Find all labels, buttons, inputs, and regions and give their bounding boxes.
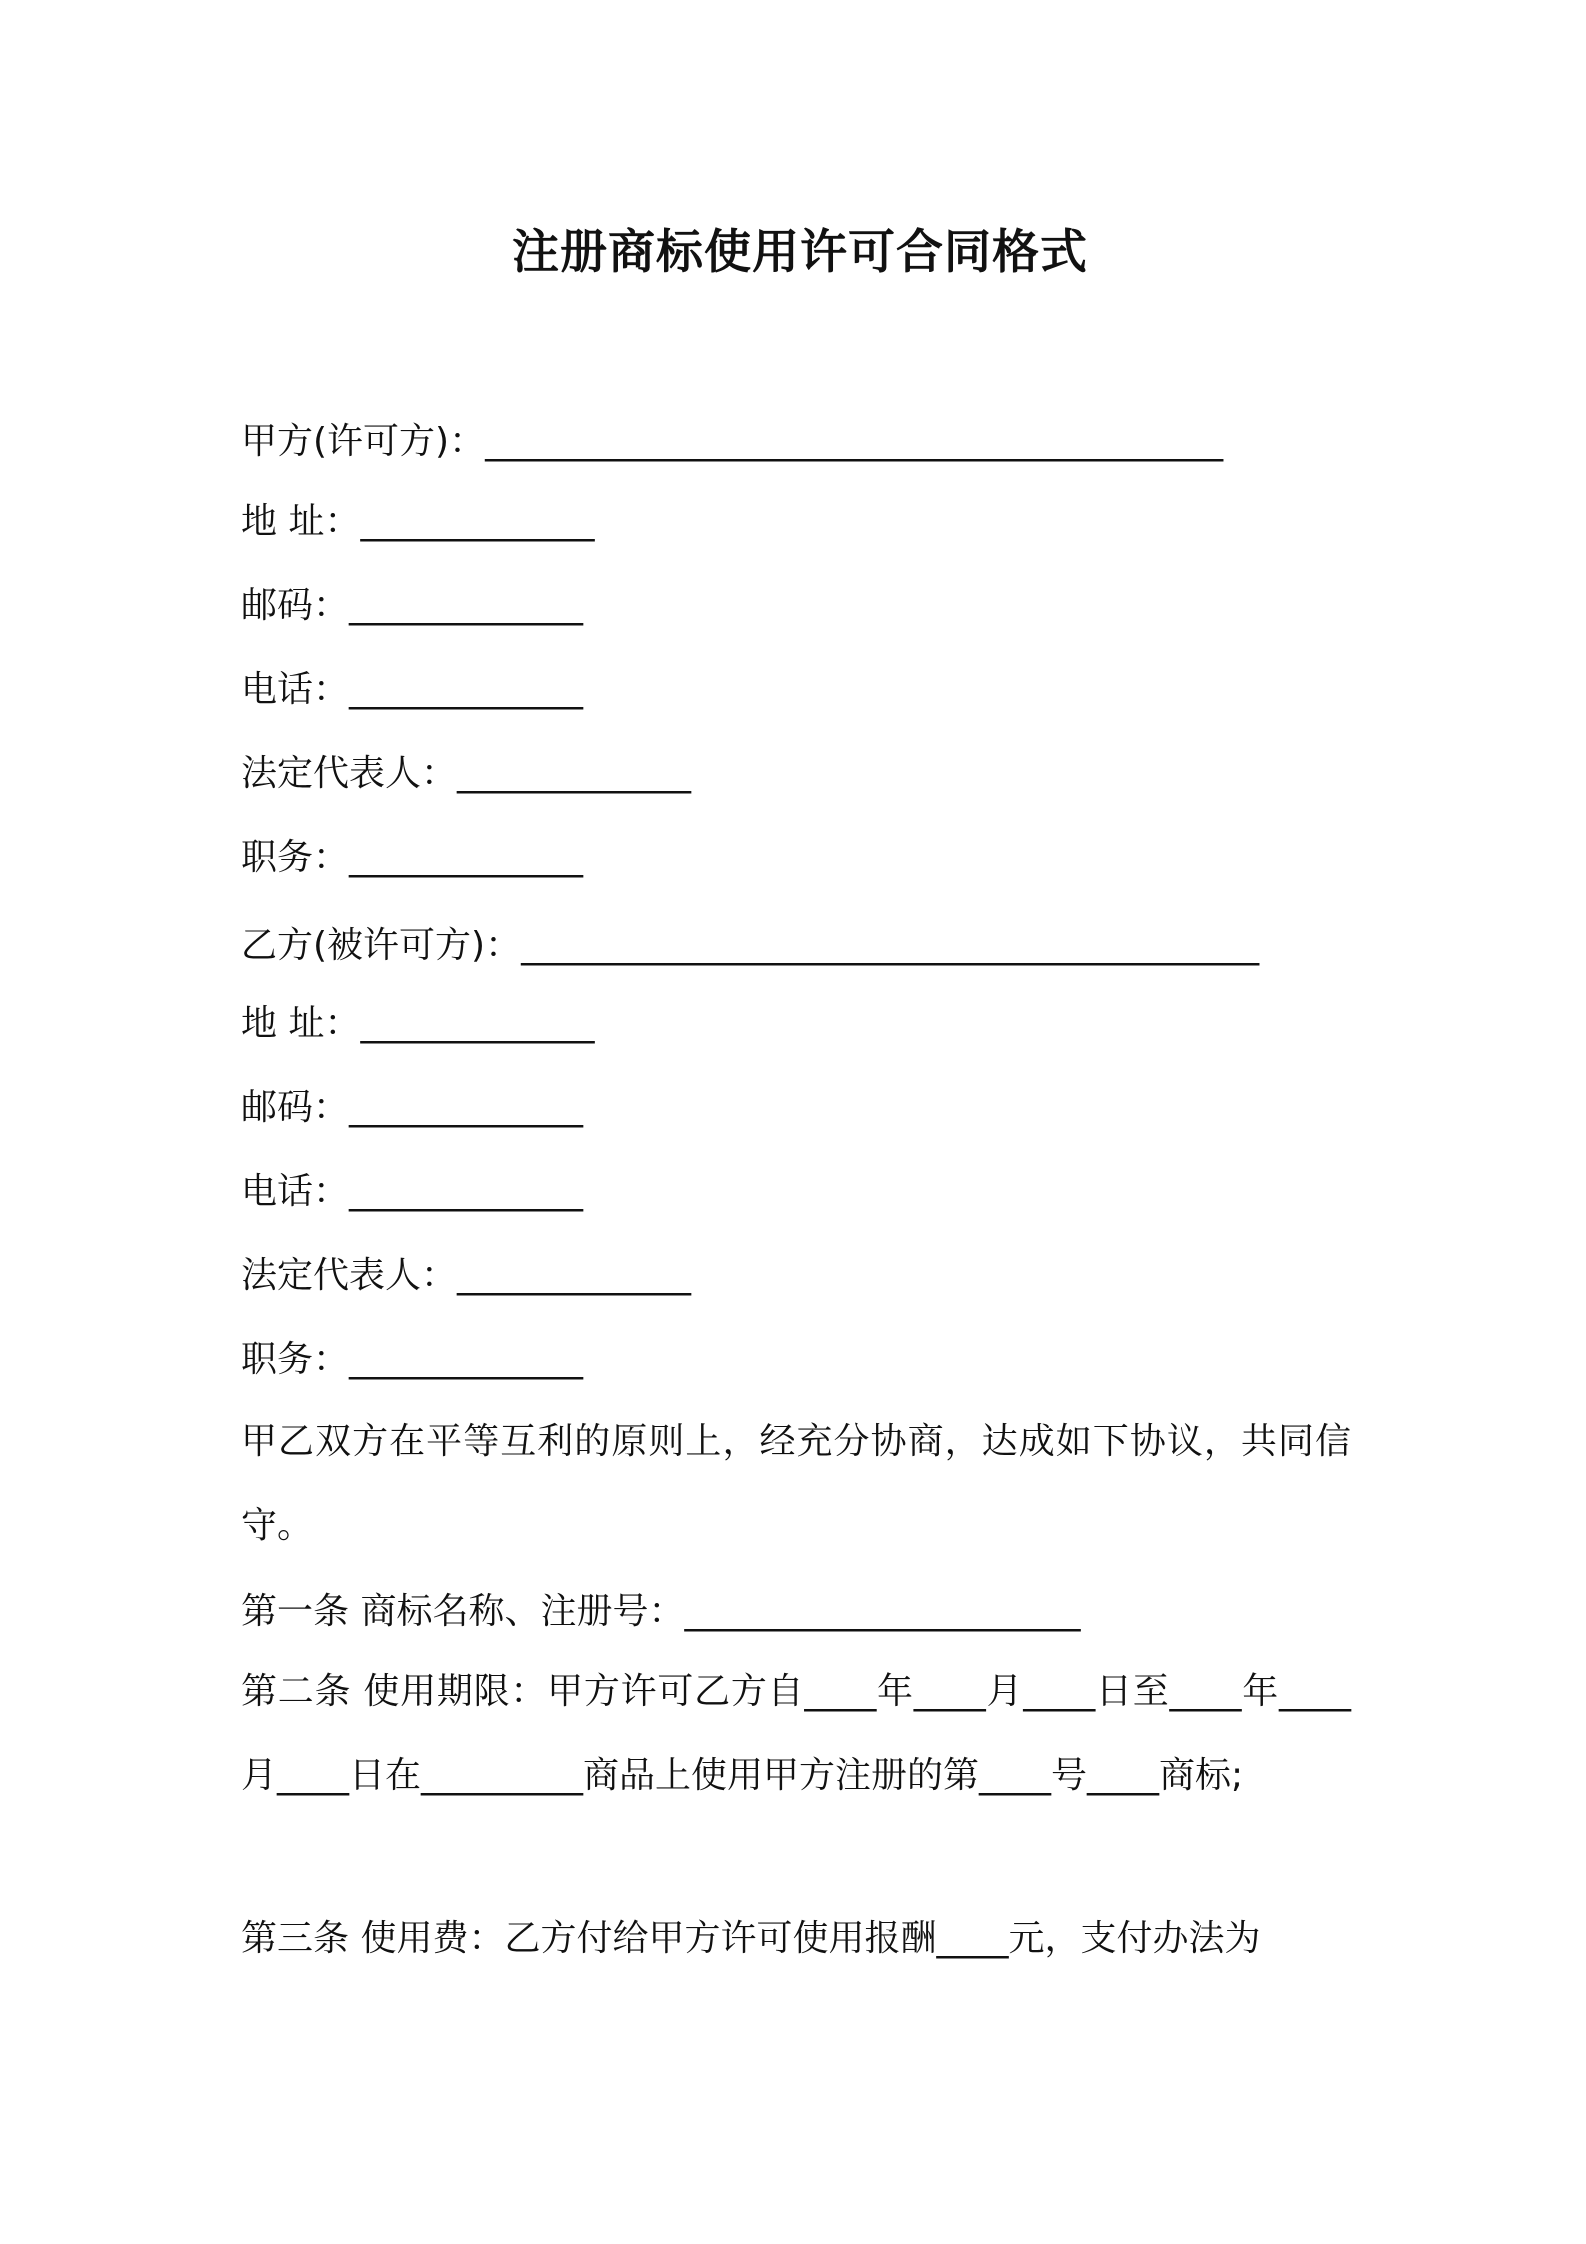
document-title: 注册商标使用许可合同格式 bbox=[512, 225, 1088, 280]
party-b-postcode: 邮码：_____________ bbox=[241, 1087, 584, 1128]
party-a-phone: 电话：_____________ bbox=[241, 669, 584, 710]
party-b-position: 职务：_____________ bbox=[241, 1339, 584, 1380]
preamble-paragraph: 甲乙双方在平等互利的原则上，经充分协商，达成如下协议，共同信守。 bbox=[241, 1421, 1351, 1546]
party-b-address: 地 址：_____________ bbox=[241, 1003, 595, 1044]
party-a-position: 职务：_____________ bbox=[241, 837, 584, 878]
party-a-heading: 甲方(许可方)：_________________________________________ bbox=[241, 421, 1224, 462]
party-b-legal-rep: 法定代表人：_____________ bbox=[241, 1255, 692, 1296]
party-a-address: 地 址：_____________ bbox=[241, 501, 595, 542]
party-a-legal-rep: 法定代表人：_____________ bbox=[241, 753, 692, 794]
party-b-heading: 乙方(被许可方)：_________________________________________ bbox=[241, 925, 1260, 966]
article-3: 第三条 使用费：乙方付给甲方许可使用报酬____元，支付办法为 bbox=[241, 1918, 1261, 1959]
article-1: 第一条 商标名称、注册号：______________________ bbox=[241, 1591, 1081, 1632]
article-2: 第二条 使用期限：甲方许可乙方自____年____月____日至____年____月____日在_________商品上使用甲方注册的第____号____商标; bbox=[241, 1671, 1351, 1796]
party-a-postcode: 邮码：_____________ bbox=[241, 585, 584, 626]
party-b-phone: 电话：_____________ bbox=[241, 1171, 584, 1212]
